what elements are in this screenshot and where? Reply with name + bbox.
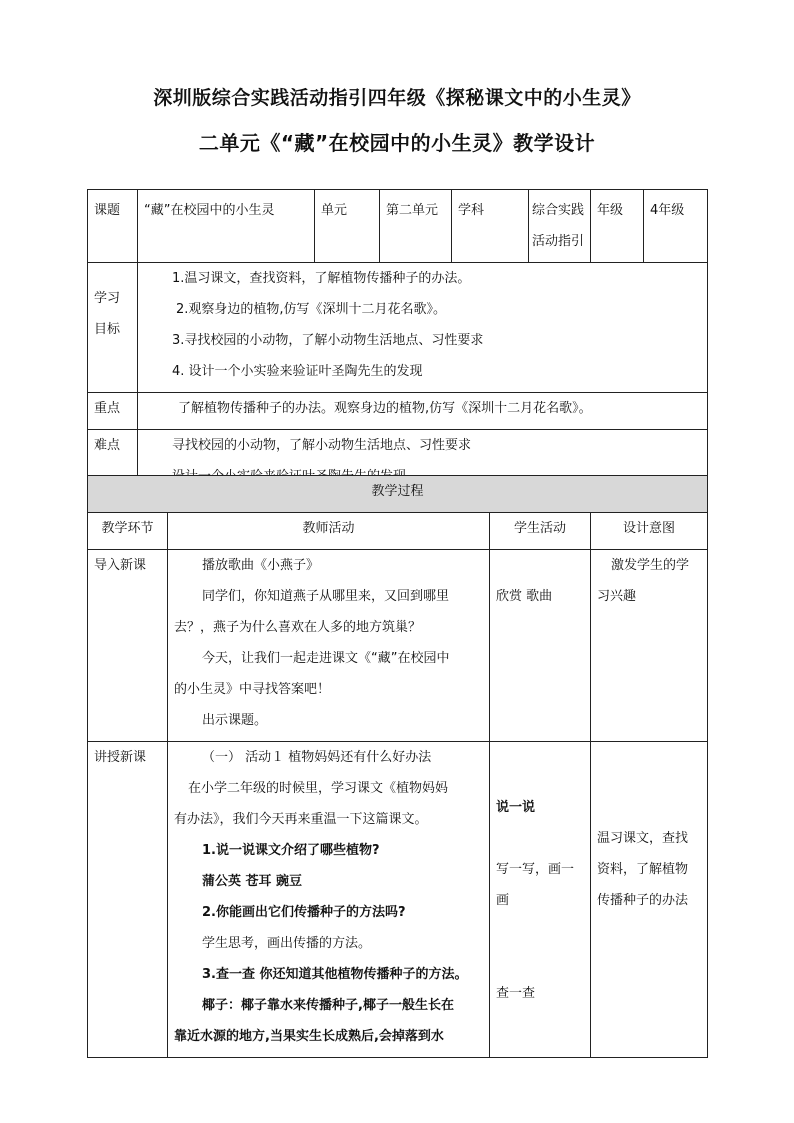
intro-teacher-line: 今天，让我们一起走进课文《“藏”在校园中 <box>202 651 450 666</box>
key-label: 重点 <box>94 401 121 416</box>
lesson-student-line: 查一查 <box>496 986 536 1001</box>
process-header: 教学过程 <box>371 484 424 499</box>
process-header-row <box>88 476 708 513</box>
teaching-process-table <box>87 475 708 1058</box>
grade-label: 年级 <box>597 203 624 218</box>
column-stage: 教学环节 <box>101 521 154 536</box>
lesson-teacher-line: 学生思考，画出传播的方法。 <box>202 936 372 951</box>
lesson-info-table <box>87 189 708 498</box>
document-title-line2: 二单元《“藏”在校园中的小生灵》教学设计 <box>198 131 596 155</box>
intro-student: 欣赏 歌曲 <box>496 589 553 604</box>
lesson-teacher-line: 2.你能画出它们传播种子的方法吗? <box>202 905 406 920</box>
intro-teacher-line: 同学们，你知道燕子从哪里来，又回到哪里 <box>202 589 450 604</box>
difficulty-item: 寻找校园的小动物，了解小动物生活地点、习性要求 <box>172 438 472 453</box>
lesson-stage: 讲授新课 <box>94 750 147 765</box>
info-row-key <box>88 393 708 430</box>
intro-teacher-line: 去？，燕子为什么喜欢在人多的地方筑巢？ <box>174 620 422 635</box>
subject-label: 学科 <box>458 203 485 218</box>
topic-label: 课题 <box>94 203 121 218</box>
process-row-intro <box>88 550 708 742</box>
goals-label-line2: 目标 <box>94 322 121 337</box>
lesson-teacher-line: 3.查一查 你还知道其他植物传播种子的方法。 <box>202 967 468 982</box>
column-intent: 设计意图 <box>623 521 676 536</box>
intro-stage: 导入新课 <box>94 558 147 573</box>
topic-value: “藏”在校园中的小生灵 <box>144 203 275 218</box>
goal-item: 4. 设计一个小实验来验证叶圣陶先生的发现 <box>172 364 423 379</box>
column-student: 学生活动 <box>513 521 566 536</box>
lesson-teacher-line: 1.说一说课文介绍了哪些植物? <box>202 843 380 858</box>
info-row-goals <box>88 263 708 393</box>
intro-intent-line: 激发学生的学 <box>611 558 690 573</box>
intro-teacher-line: 的小生灵》中寻找答案吧！ <box>174 682 331 697</box>
lesson-student-line: 画 <box>496 893 510 908</box>
grade-value: 4年级 <box>650 203 685 218</box>
lesson-teacher-line: 蒲公英 苍耳 豌豆 <box>202 874 303 889</box>
difficulty-label: 难点 <box>94 438 121 453</box>
intro-teacher-line: 出示课题。 <box>202 713 268 728</box>
key-value: 了解植物传播种子的办法。观察身边的植物,仿写《深圳十二月花名歌》。 <box>178 401 592 416</box>
lesson-intent-line: 资料，了解植物 <box>597 862 689 877</box>
lesson-teacher-line: 有办法》，我们今天再来重温一下这篇课文。 <box>174 812 428 827</box>
goals-label-line1: 学习 <box>94 291 121 306</box>
column-teacher: 教师活动 <box>302 521 355 536</box>
unit-label: 单元 <box>321 203 348 218</box>
lesson-teacher-line: 椰子：椰子靠水来传播种子,椰子一般生长在 <box>202 998 454 1013</box>
lesson-student-line: 说一说 <box>496 800 536 815</box>
lesson-teacher-line: 在小学二年级的时候里，学习课文《植物妈妈 <box>188 781 449 796</box>
goal-item: 2.观察身边的植物,仿写《深圳十二月花名歌》。 <box>176 302 447 317</box>
document-title-line1: 深圳版综合实践活动指引四年级《探秘课文中的小生灵》 <box>153 87 641 109</box>
process-row-lesson <box>88 742 708 1058</box>
lesson-teacher-line: （一） 活动１ 植物妈妈还有什么好办法 <box>202 750 432 765</box>
subject-value-line1: 综合实践 <box>532 203 585 218</box>
subject-value-line2: 活动指引 <box>532 234 585 249</box>
intro-intent-line: 习兴趣 <box>597 589 637 604</box>
lesson-intent-line: 传播种子的办法 <box>597 893 689 908</box>
goal-item: 3.寻找校园的小动物，了解小动物生活地点、习性要求 <box>172 333 484 348</box>
lesson-intent-line: 温习课文，查找 <box>597 831 689 846</box>
goal-item: 1.温习课文，查找资料，了解植物传播种子的办法。 <box>172 271 471 286</box>
process-columns-row <box>88 513 708 550</box>
info-row-topic <box>88 190 708 263</box>
lesson-teacher-line: 靠近水源的地方,当果实生长成熟后,会掉落到水 <box>174 1029 444 1044</box>
lesson-student-line: 写一写，画一 <box>496 862 575 877</box>
unit-value: 第二单元 <box>386 203 439 218</box>
intro-teacher-line: 播放歌曲《小燕子》 <box>202 558 320 573</box>
